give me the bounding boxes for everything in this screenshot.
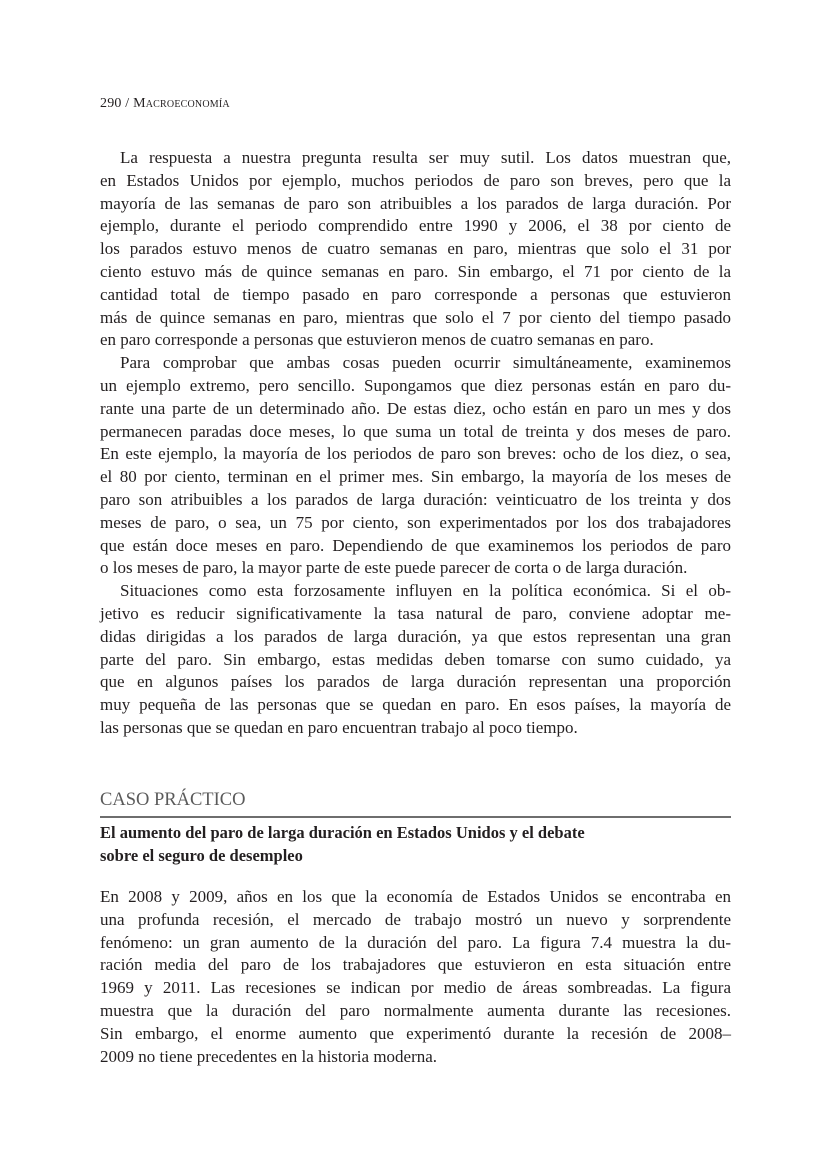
page-number: 290 / xyxy=(100,96,130,111)
text-line: en Estados Unidos por ejemplo, muchos periodos de paro son breves, pero que la xyxy=(100,170,731,190)
text-line: el 80 por ciento, terminan en el primer mes. Sin embargo, la mayoría de los meses de xyxy=(100,467,731,487)
text-line: un ejemplo extremo, pero sencillo. Supongamos que diez personas están en paro du- xyxy=(100,375,731,395)
text-line: parte del paro. Sin embargo, estas medidas deben tomarse con sumo cuidado, ya xyxy=(100,649,731,669)
heading-rule xyxy=(100,816,731,818)
text-line: las personas que se quedan en paro encuentran trabajo al poco tiempo. xyxy=(100,717,578,737)
text-line: los parados estuvo menos de cuatro semanas en paro, mientras que solo el 31 por xyxy=(100,239,731,259)
text-line: Sin embargo, el enorme aumento que experimentó durante la recesión de 2008– xyxy=(100,1023,731,1043)
text-line: ejemplo, durante el periodo comprendido entre 1990 y 2006, el 38 por ciento de xyxy=(100,216,731,236)
text-line: rante una parte de un determinado año. De estas diez, ocho están en paro un mes y dos xyxy=(100,398,731,418)
text-line: 1969 y 2011. Las recesiones se indican por medio de áreas sombreadas. La figura xyxy=(100,978,731,998)
text-line: permanecen paradas doce meses, lo que suma un total de treinta y dos meses de paro. xyxy=(100,421,731,441)
text-line: muestra que la duración del paro normalmente aumenta durante las recesiones. xyxy=(100,1000,731,1020)
text-line: una profunda recesión, el mercado de trabajo mostró un nuevo y sorprendente xyxy=(100,909,731,929)
case-study-title-line: El aumento del paro de larga duración en Estados Unidos y el debate xyxy=(100,823,585,842)
body-text xyxy=(100,147,731,740)
case-study-heading: CASO PRÁCTICO xyxy=(100,790,246,810)
text-line: que están doce meses en paro. Dependiendo de que examinemos los periodos de paro xyxy=(100,535,731,555)
text-line: jetivo es reducir significativamente la tasa natural de paro, conviene adoptar me- xyxy=(100,603,731,623)
case-study-body xyxy=(100,886,731,1068)
text-line: didas dirigidas a los parados de larga duración, ya que estos representan una gran xyxy=(100,626,731,646)
text-line: muy pequeña de las personas que se quedan en paro. En esos países, la mayoría de xyxy=(100,695,731,715)
text-line: ración media del paro de los trabajadores que estuvieron en esta situación entre xyxy=(100,955,731,975)
text-line: La respuesta a nuestra pregunta resulta ser muy sutil. Los datos muestran que, xyxy=(120,148,731,167)
text-line: En 2008 y 2009, años en los que la economía de Estados Unidos se encontraba en xyxy=(100,887,731,906)
text-line: fenómeno: un gran aumento de la duración del paro. La figura 7.4 muestra la du- xyxy=(100,932,731,952)
running-header xyxy=(100,96,230,112)
text-line: paro son atribuibles a los parados de larga duración: veinticuatro de los treinta y dos xyxy=(100,489,731,509)
text-line: cantidad total de tiempo pasado en paro corresponde a personas que estuvieron xyxy=(100,284,731,304)
case-study-title-line: sobre el seguro de desempleo xyxy=(100,846,303,865)
text-line: que en algunos países los parados de larga duración representan una proporción xyxy=(100,672,731,692)
text-line: 2009 no tiene precedentes en la historia moderna. xyxy=(100,1046,438,1066)
book-title: Macroeconomía xyxy=(133,96,230,111)
case-study-title xyxy=(100,821,585,867)
text-line: Situaciones como esta forzosamente influyen en la política económica. Si el ob- xyxy=(120,581,731,601)
text-line: en paro corresponde a personas que estuvieron menos de cuatro semanas en paro. xyxy=(100,330,654,350)
text-line: o los meses de paro, la mayor parte de este puede parecer de corta o de larga duración. xyxy=(100,558,688,578)
text-line: En este ejemplo, la mayoría de los periodos de paro son breves: ocho de los diez, o sea, xyxy=(100,444,731,464)
text-line: mayoría de las semanas de paro son atribuibles a los parados de larga duración. Por xyxy=(100,193,731,213)
text-line: meses de paro, o sea, un 75 por ciento, son experimentados por los dos trabajadores xyxy=(100,512,731,532)
text-line: más de quince semanas en paro, mientras que solo el 7 por ciento del tiempo pasado xyxy=(100,307,731,327)
text-line: ciento estuvo más de quince semanas en paro. Sin embargo, el 71 por ciento de la xyxy=(100,261,731,281)
text-line: Para comprobar que ambas cosas pueden ocurrir simultáneamente, examinemos xyxy=(120,353,731,373)
